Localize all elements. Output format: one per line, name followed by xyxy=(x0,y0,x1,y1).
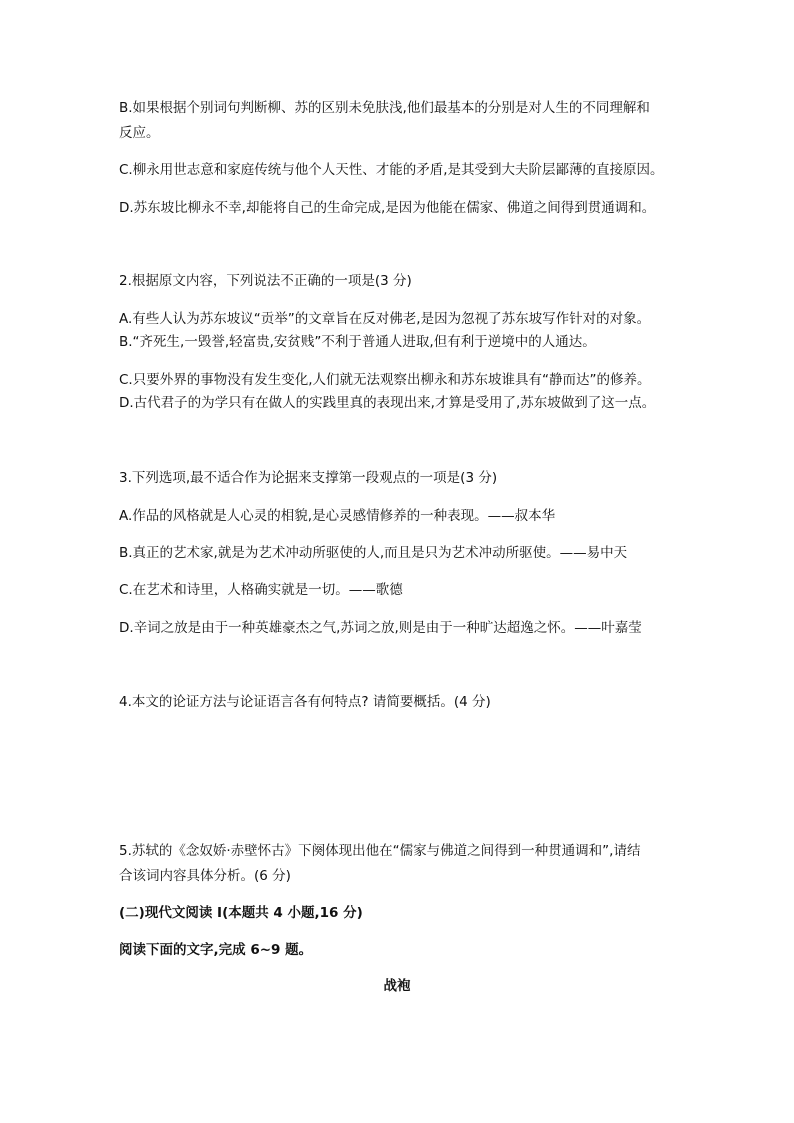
q2-option-b: B.“齐死生,一毁誉,轻富贵,安贫贱”不利于普通人进取,但有利于逆境中的人通达。 xyxy=(119,334,596,350)
article-title: 战袍 xyxy=(383,978,411,994)
q5-stem-line2: 合该词内容具体分析。(6 分) xyxy=(119,868,291,884)
q5-stem-line1: 5.苏轼的《念奴娇·赤壁怀古》下阕体现出他在“儒家与佛道之间得到一种贯通调和”,请结 xyxy=(119,843,641,859)
q2-option-c: C.只要外界的事物没有发生变化,人们就无法观察出柳永和苏东坡谁具有“静而达”的修养。 xyxy=(119,372,651,388)
q3-option-c: C.在艺术和诗里，人格确实就是一切。——歌德 xyxy=(119,582,403,598)
section-heading: (二)现代文阅读 I(本题共 4 小题,16 分) xyxy=(119,905,363,921)
section-instruction: 阅读下面的文字,完成 6~9 题。 xyxy=(119,942,313,958)
q2-stem: 2.根据原文内容，下列说法不正确的一项是(3 分) xyxy=(119,273,412,289)
q2-option-a: A.有些人认为苏东坡议“贡举”的文章旨在反对佛老,是因为忽视了苏东坡写作针对的对象。 xyxy=(119,311,651,327)
q3-option-d: D.辛词之放是由于一种英雄豪杰之气,苏词之放,则是由于一种旷达超逸之怀。——叶嘉莹 xyxy=(119,620,642,636)
q2-option-d: D.古代君子的为学只有在做人的实践里真的表现出来,才算是受用了,苏东坡做到了这一点。 xyxy=(119,395,656,411)
q4-stem: 4.本文的论证方法与论证语言各有何特点? 请简要概括。(4 分) xyxy=(119,694,491,710)
q1-option-c: C.柳永用世志意和家庭传统与他个人天性、才能的矛盾,是其受到大夫阶层鄙薄的直接原因。 xyxy=(119,162,664,178)
q3-option-a: A.作品的风格就是人心灵的相貌,是心灵感情修养的一种表现。——叔本华 xyxy=(119,508,556,524)
q1-option-b-line2: 反应。 xyxy=(119,125,160,141)
q3-option-b: B.真正的艺术家,就是为艺术冲动所驱使的人,而且是只为艺术冲动所驱使。——易中天 xyxy=(119,545,628,561)
q1-option-b-line1: B.如果根据个别词句判断柳、苏的区别未免肤浅,他们最基本的分别是对人生的不同理解和 xyxy=(119,100,650,116)
q1-option-d: D.苏东坡比柳永不幸,却能将自己的生命完成,是因为他能在儒家、佛道之间得到贯通调和。 xyxy=(119,200,656,216)
q3-stem: 3.下列选项,最不适合作为论据来支撑第一段观点的一项是(3 分) xyxy=(119,470,498,486)
